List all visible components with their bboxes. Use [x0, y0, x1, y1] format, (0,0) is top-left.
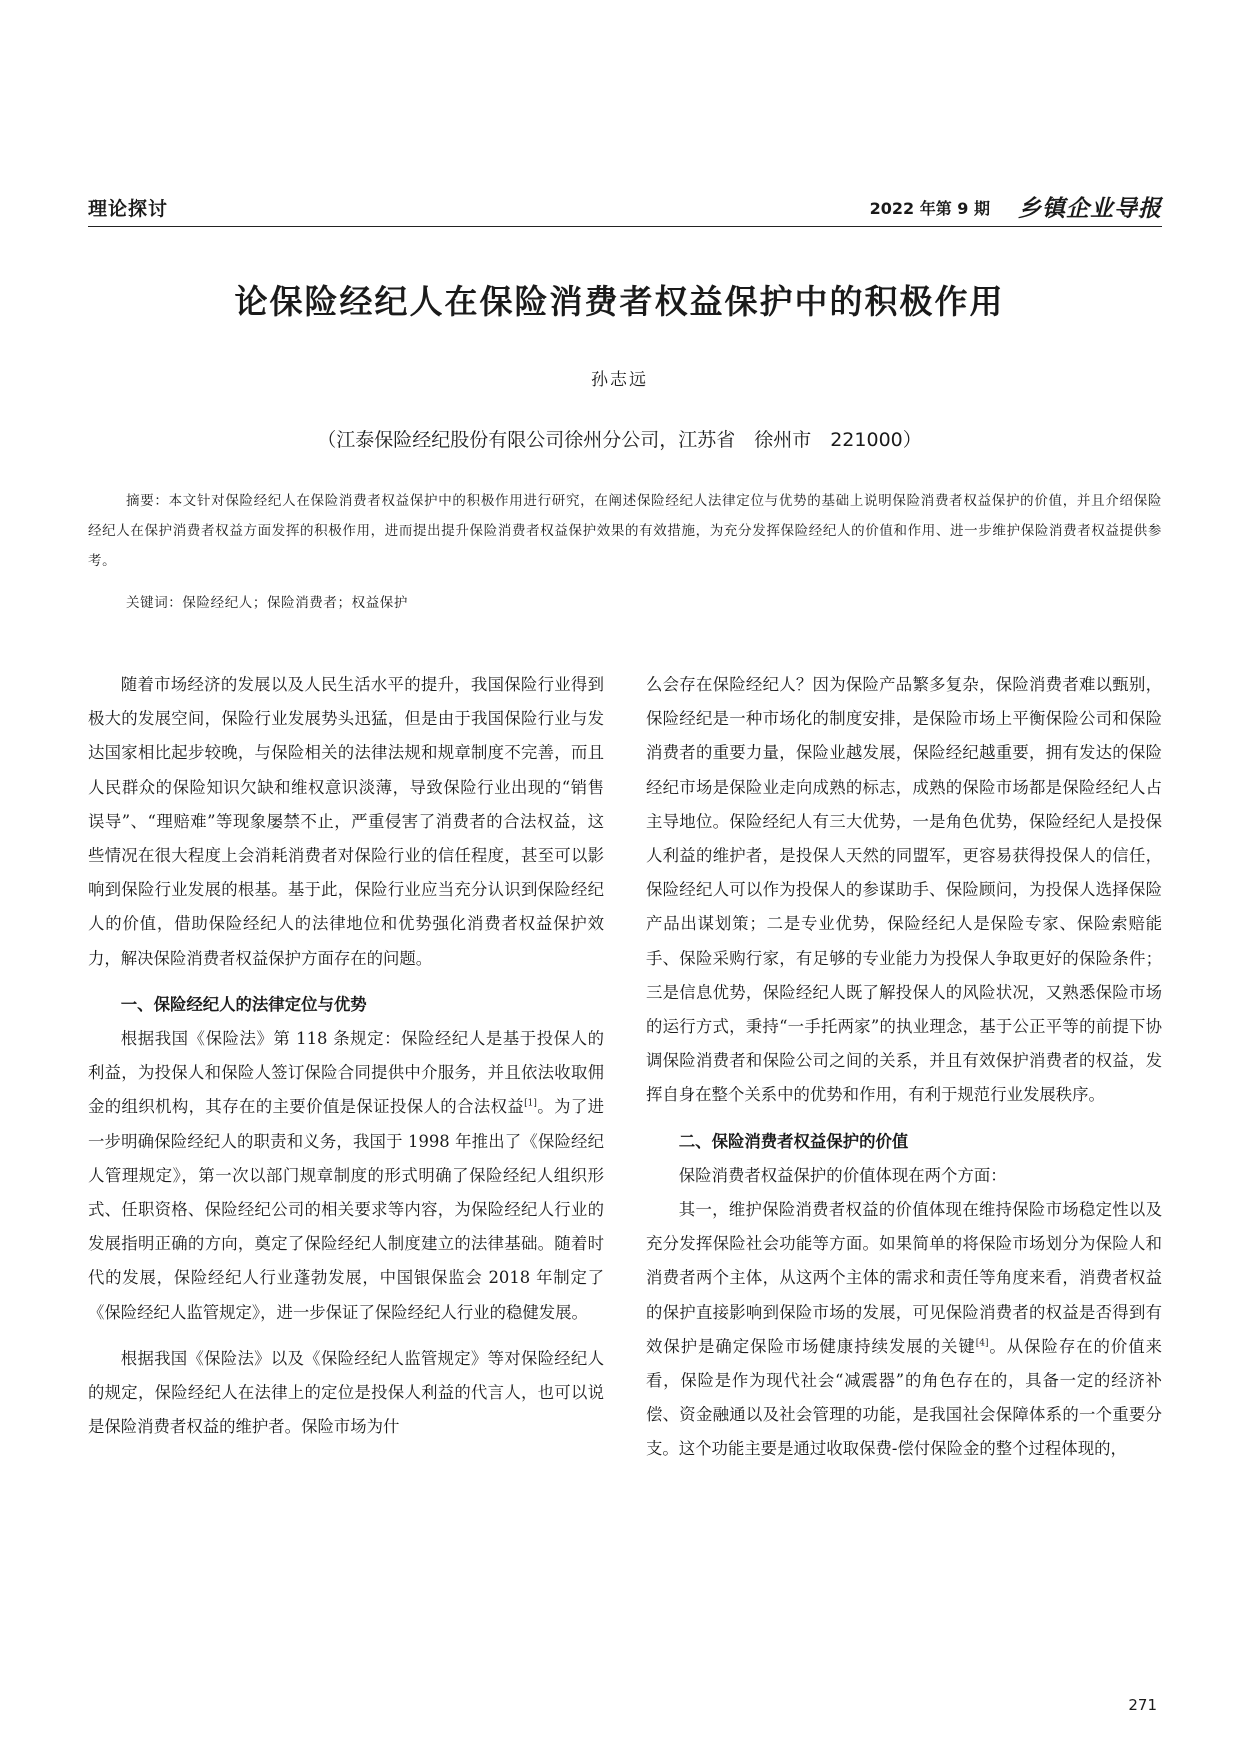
paragraph-text: 。从保险存在的价值来看，保险是作为现代社会“减震器”的角色存在的，具备一定的经济补偿、资金融通以及社会管理的功能，是我国社会保障体系的一个重要分支。这个功能主要是通过收取保费-偿付保险金的整个过程体现的，: [646, 1336, 1163, 1459]
issue-label: 2022 年第 9 期: [869, 199, 990, 218]
intro-paragraph: 随着市场经济的发展以及人民生活水平的提升，我国保险行业得到极大的发展空间，保险行业发展势头迅猛，但是由于我国保险行业与发达国家相比起步较晚，与保险相关的法律法规和规章制度不完善，而且人民群众的保险知识欠缺和维权意识淡薄，导致保险行业出现的“销售误导”、“理赔难”等现象屡禁不止，严重侵害了消费者的合法权益，这些情况在很大程度上会消耗消费者对保险行业的信任程度，甚至可以影响到保险行业发展的根基。基于此，保险行业应当充分认识到保险经纪人的价值，借助保险经纪人的法律地位和优势强化消费者权益保护效力，解决保险消费者权益保护方面存在的问题。: [88, 675, 604, 968]
author-name: 孙志远: [591, 370, 648, 390]
running-header: [88, 192, 1162, 227]
journal-name: 乡镇企业导报: [1018, 196, 1162, 222]
right-column: [646, 668, 1162, 1467]
page-number: 271: [1128, 1696, 1157, 1714]
article-title: 论保险经纪人在保险消费者权益保护中的积极作用: [234, 282, 1005, 321]
author-affiliation: （江泰保险经纪股份有限公司徐州分公司，江苏省 徐州市 221000）: [317, 429, 922, 451]
keywords: 关键词：保险经纪人；保险消费者；权益保护: [126, 595, 408, 611]
paragraph: 保险消费者权益保护的价值体现在两个方面：: [678, 1165, 1007, 1185]
section-label: 理论探讨: [88, 198, 169, 220]
paragraph: [646, 1193, 1162, 1467]
abstract: 摘要：本文针对保险经纪人在保险消费者权益保护中的积极作用进行研究，在阐述保险经纪人法律定位与优势的基础上说明保险消费者权益保护的价值，并且介绍保险经纪人在保护消费者权益方面发挥的积极作用，进而提出提升保险消费者权益保护效果的有效措施，为充分发挥保险经纪人的价值和作用、进一步维护保险消费者权益提供参考。: [88, 493, 1162, 569]
paragraph-text: 其一，维护保险消费者权益的价值体现在维持保险市场稳定性以及充分发挥保险社会功能等方面。如果简单的将保险市场划分为保险人和消费者两个主体，从这两个主体的需求和责任等角度来看，消费者权益的保护直接影响到保险市场的发展，可见保险消费者的权益是否得到有效保护是确定保险市场健康持续发展的关键: [646, 1200, 1162, 1356]
left-column: [88, 668, 604, 1444]
paragraph-text: 。为了进一步明确保险经纪人的职责和义务，我国于 1998 年推出了《保险经纪人管理规定》，第一次以部门规章制度的形式明确了保险经纪人组织形式、任职资格、保险经纪公司的相关要求等内容，为保险经纪人行业的发展指明正确的方向，奠定了保险经纪人制度建立的法律基础。随着时代的发展，保险经纪人行业蓬勃发展，中国银保监会 2018 年制定了《保险经纪人监管规定》，进一步保证了保险经纪人行业的稳健发展。: [88, 1097, 605, 1322]
paragraph-text: 根据我国《保险法》第 118 条规定：保险经纪人是基于投保人的利益，为投保人和保险人签订保险合同提供中介服务，并且依法收取佣金的组织机构，其存在的主要价值是保证投保人的合法权益: [88, 1029, 604, 1117]
paragraph: 根据我国《保险法》以及《保险经纪人监管规定》等对保险经纪人的规定，保险经纪人在法律上的定位是投保人利益的代言人，也可以说是保险消费者权益的维护者。保险市场为什: [88, 1348, 604, 1437]
section-heading-1: 一、保险经纪人的法律定位与优势: [120, 994, 367, 1014]
section-heading-2: 二、保险消费者权益保护的价值: [678, 1131, 909, 1151]
paragraph: 么会存在保险经纪人？因为保险产品繁多复杂，保险消费者难以甄别，保险经纪是一种市场化的制度安排，是保险市场上平衡保险公司和保险消费者的重要力量，保险业越发展，保险经纪越重要，拥有发达的保险经纪市场是保险业走向成熟的标志，成熟的保险市场都是保险经纪人占主导地位。保险经纪人有三大优势，一是角色优势，保险经纪人是投保人利益的维护者，是投保人天然的同盟军，更容易获得投保人的信任，保险经纪人可以作为投保人的参谋助手、保险顾问，为投保人选择保险产品出谋划策；二是专业优势，保险经纪人是保险专家、保险索赔能手、保险采购行家，有足够的专业能力为投保人争取更好的保险条件；三是信息优势，保险经纪人既了解投保人的风险状况，又熟悉保险市场的运行方式，秉持“一手托两家”的执业理念，基于公正平等的前提下协调保险消费者和保险公司之间的关系，并且有效保护消费者的权益，发挥自身在整个关系中的优势和作用，有利于规范行业发展秩序。: [646, 675, 1162, 1105]
paragraph: [88, 1022, 604, 1330]
citation-ref[interactable]: [4]: [975, 1338, 989, 1349]
citation-ref[interactable]: [1]: [524, 1098, 537, 1109]
